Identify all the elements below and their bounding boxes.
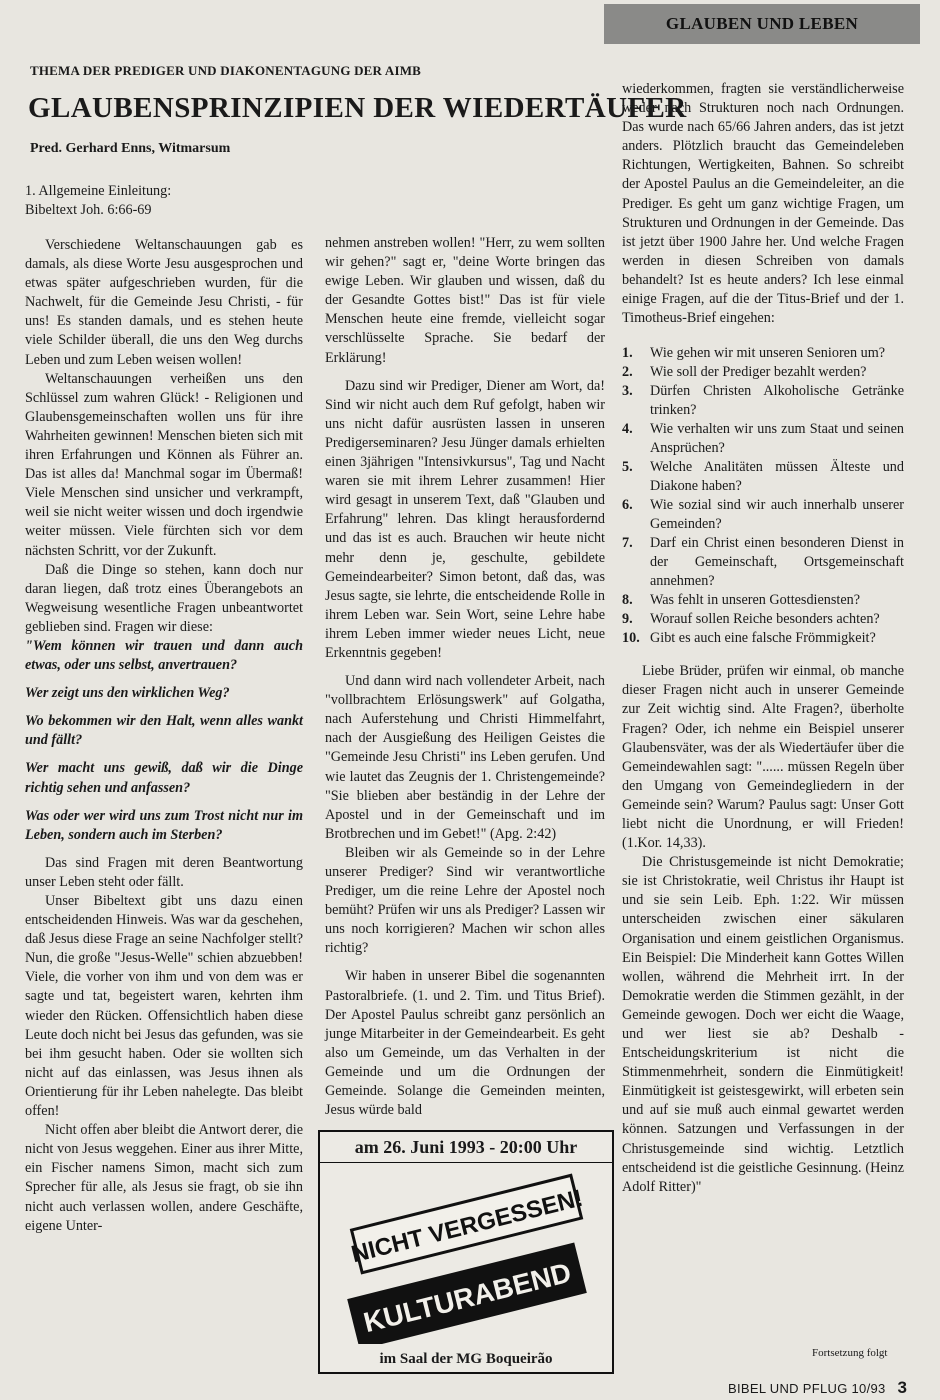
question-item: 10. Gibt es auch eine falsche Frömmigkeit? (622, 630, 876, 647)
ad-date: am 26. Juni 1993 - 20:00 Uhr (320, 1132, 612, 1163)
continued-note: Fortsetzung folgt (812, 1347, 888, 1359)
paragraph: Dazu sind wir Prediger, Diener am Wort, da! Sind wir nicht auch dem Ruf gefolgt, haben wir uns nicht dafür ausrüsten lassen in unseren Predigerseminaren? Jesu Jünger damals erhielten einen 3jährigen "Intensivkursus", Tag und Nacht waren sie mit ihrem Lehrer zusammen! Hier wird gesagt in unserem Text, daß "Glauben und Erfahrung" lehren. Das klingt herausfordernd und das ist es auch. Brauchen wir heute nicht mehr denn je, geschulte, gebildete Gemeindearbeiter? Simon betont, daß das, was Jesus sagte, sie lehrte, die entscheidende Rolle in ihrem Leben war. Sein Wort, seine Lehre habe ihrem Leben immer wieder neues Licht, neue Erkenntnis gegeben! (325, 377, 605, 661)
question-item: 9. Worauf sollen Reiche besonders achten? (622, 611, 880, 628)
intro-block (25, 182, 303, 220)
question-item: 7. Darf ein Christ einen besonderen Dienst in der Gemeinschaft, Ortsgemeinschaft annehmen? (622, 535, 904, 590)
question-item: 4. Wie verhalten wir uns zum Staat und seinen Ansprüchen? (622, 421, 904, 457)
question-item: 3. Dürfen Christen Alkoholische Getränke trinken? (622, 383, 904, 419)
question-quote: Wer zeigt uns den wirklichen Weg? (25, 685, 230, 702)
question-quote: Was oder wer wird uns zum Trost nicht nur im Leben, sondern auch im Sterben? (25, 807, 303, 843)
paragraph: Weltanschauungen verheißen uns den Schlüssel zum wahren Glück! - Religionen und Glaubensgemeinschaften wollen uns für ihre Wahrheiten gewinnen! Menschen bieten sich mit ihren Erfahrungen und Können als Führer an. Das ist alles da! Manchmal sogar im Übermaß! Viele Menschen sind unsicher und verkrampft, weil sie nicht weiter wissen und doch irgendwie weiter müssen. Viele fürchten sich vor dem nächsten Schritt, vor der Zukunft. (25, 370, 303, 559)
intro-bible-text: Bibeltext Joh. 6:66-69 (25, 202, 152, 218)
article-headline: GLAUBENSPRINZIPIEN DER WIEDERTÄUFER (28, 92, 687, 124)
paragraph: Wir haben in unserer Bibel die sogenannten Pastoralbriefe. (1. und 2. Tim. und Titus Brief). Der Apostel Paulus schreibt ganz persönlich an junge Mitarbeiter in der Gemeindearbeit. Es geht also um Gemeinde, um das Verhalten in der Gemeinde und um die Ordnungen der Gemeinde. Solange die Gemeinden meinten, Jesus würde bald (325, 968, 605, 1119)
text-column-1 (25, 182, 303, 1236)
ad-venue: im Saal der MG Boqueirão (379, 1351, 553, 1367)
paragraph: Nicht offen aber bleibt die Antwort derer, die nicht von Jesus weggehen. Einer aus ihrer Mitte, ein Fischer namens Simon, macht sich zum Sprecher für alle, als Jesus sie fragt, ob sie ihn nicht auch verlassen wollen, andere Geschäfte, eigene Unter- (25, 1122, 303, 1234)
paragraph: Unser Bibeltext gibt uns dazu einen entscheidenden Hinweis. Was war da geschehen, daß Jesus diese Frage an seine Nachfolger stellt? Nun, die große "Jesus-Welle" schien abzuebben! Viele, die vorher von ihm und von dem was er sagte und tat, begeistert waren, kehrten ihm wieder den Rücken. Offensichtlich haben diese Leute doch nicht bei Jesus das gefunden, was sie bei ihm gesucht haben. Oder sie wollten sich nicht auf das einlassen, was Jesus ihnen als Orientierung für ihr Leben nahelegte. Das bleibt offen! (25, 893, 303, 1120)
magazine-name: BIBEL UND PFLUG (728, 1381, 848, 1396)
page-number: 3 (897, 1378, 908, 1397)
question-quote: "Wem können wir trauen und dann auch etwas, oder uns selbst, anvertrauen? (25, 637, 303, 674)
article-theme: THEMA DER PREDIGER UND DIAKONENTAGUNG DER AIMB (30, 63, 422, 78)
question-item: 8. Was fehlt in unseren Gottesdiensten? (622, 592, 861, 609)
paragraph: Daß die Dinge so stehen, kann doch nur daran liegen, daß trotz eines Überangebots an Wegweisung wesentliche Fragen unbeantwortet geblieben sind. Fragen wir diese: (25, 561, 303, 635)
paragraph: Das sind Fragen mit deren Beantwortung unser Leben steht oder fällt. (25, 854, 303, 890)
intro-heading: 1. Allgemeine Einleitung: (25, 183, 172, 199)
question-item: 1. Wie gehen wir mit unseren Senioren um? (622, 345, 886, 362)
question-item: 5. Welche Analitäten müssen Älteste und Diakone haben? (622, 459, 904, 495)
article-author: Pred. Gerhard Enns, Witmarsum (30, 141, 231, 156)
page-footer (728, 1378, 907, 1398)
question-item: 2. Wie soll der Prediger bezahlt werden? (622, 364, 867, 381)
question-quote: Wo bekommen wir den Halt, wenn alles wankt und fällt? (25, 713, 303, 749)
ad-slogan-bottom: KULTURABEND (360, 1256, 575, 1339)
ad-slogan-graphic (342, 1166, 592, 1344)
text-column-3 (622, 80, 904, 1197)
section-tag: GLAUBEN UND LEBEN (604, 4, 920, 44)
question-item: 6. Wie sozial sind wir auch innerhalb unserer Gemeinden? (622, 497, 904, 533)
paragraph: wiederkommen, fragten sie verständlicherweise weder nach Strukturen noch nach Ordnungen. Das wurde nach 65/66 Jahren anders, das ist jetzt anders. Plötzlich braucht das Gemeindeleben Richtungen, Wertigkeiten, Bahnen. So schreibt der Apostel Paulus an die Gemeindeleiter, an die Prediger. Es geht um ganz wichtige Fragen, um Strukturen und Ordnungen in der Gemeinde. Das ist jetzt über 1900 Jahre her. Und welche Fragen werden in diesen Schreiben von damals behandelt? Ist es heute anders? Ich lese einmal einige Fragen, auf die der Titus-Brief und der 1. Timotheus-Brief eingehen: (622, 81, 904, 327)
paragraph: nehmen anstreben wollen! "Herr, zu wem sollten wir gehen?" sagt er, "deine Worte bringen das ewige Leben. Wir glauben und wissen, daß du der Gesandte Gottes bist!" Das ist für viele Menschen heute eine fremde, vielleicht sogar verschlüsselte Sprache. Sie bedarf der Erklärung! (325, 235, 605, 366)
issue-number: 10/93 (851, 1381, 886, 1396)
question-list (622, 344, 904, 648)
text-column-2 (325, 234, 605, 1120)
paragraph: Und dann wird nach vollendeter Arbeit, nach "vollbrachtem Erlösungswerk" auf Golgatha, nach Auferstehung und Christi Himmelfahrt, nach der Ausgießung des Heiligen Geistes die "Gemeinde Jesu Christi" ins Leben gerufen. Und wie lautet das Zeugnis der 1. Christengemeinde? "Sie blieben aber beständig in der Lehre der Apostel und in der Gemeinschaft und im Brotbrechen und im Gebet!" (Apg. 2:42) (325, 673, 605, 842)
question-quote: Wer macht uns gewiß, daß wir die Dinge richtig sehen und anfassen? (25, 760, 303, 796)
ad-slogan-top: NICHT VERGESSEN! (348, 1184, 586, 1269)
event-advertisement (318, 1130, 614, 1374)
paragraph: Verschiedene Weltanschauungen gab es damals, als diese Worte Jesu ausgesprochen und etwas später aufgeschrieben wurden, für die Nachwelt, für die Gemeinde Jesu Christi, - für uns! Es standen damals, und es stehen heute viele Schilder überall, die uns den Weg durchs Leben und zum Leben weisen wollen! (25, 237, 303, 368)
paragraph: Liebe Brüder, prüfen wir einmal, ob manche dieser Fragen nicht auch in unserer Gemeinde zur Zeit wichtig sind. Alte Fragen?, überholte Fragen? Oder, ich nehme ein Beispiel unserer Glaubensväter, was der als Wiedertäufer über die Gemeindewahlen sagt: "...... müssen Regeln über den Umgang von Gemeindegliedern in der Gemeinde sein? Warum? Paulus sagt: Unser Gott liebt nicht die Unordnung, er will Frieden! (1.Kor. 14,33). (622, 663, 904, 852)
paragraph: Die Christusgemeinde ist nicht Demokratie; sie ist Christokratie, weil Christus ihr Haupt ist und sie sein Leib. Eph. 1:22. Wir müssen unterscheiden zwischen einer säkularen Organisation und einem geistlichen Organismus. Ein Beispiel: Die Minderheit kann Gottes Willen wollen, während die Mehrheit irrt. In der Demokratie werden die Stimmen gezählt, in der Gemeinde gewogen. Doch wer eicht die Waage, und wer liest sie ab? Deshalb - Entscheidungskriterium ist nicht die Stimmenmehrheit, sondern die Einmütigkeit! Einmütigkeit ist geistesgewirkt, will erbeten sein und auf sie muß auch einmal gewartet werden können. Satzungen und Verfassungen in der Christusgemeinde sind wichtig. Letztlich entscheidend ist die geistliche Gesinnung. (Heinz Adolf Ritter)" (622, 854, 904, 1195)
paragraph: Bleiben wir als Gemeinde so in der Lehre unserer Prediger? Sind wir verantwortliche Prediger, um die reine Lehre der Apostel noch bemüht? Prüfen wir uns als Prediger? Lassen wir uns noch korrigieren? Machen wir schon alles richtig? (325, 844, 605, 957)
